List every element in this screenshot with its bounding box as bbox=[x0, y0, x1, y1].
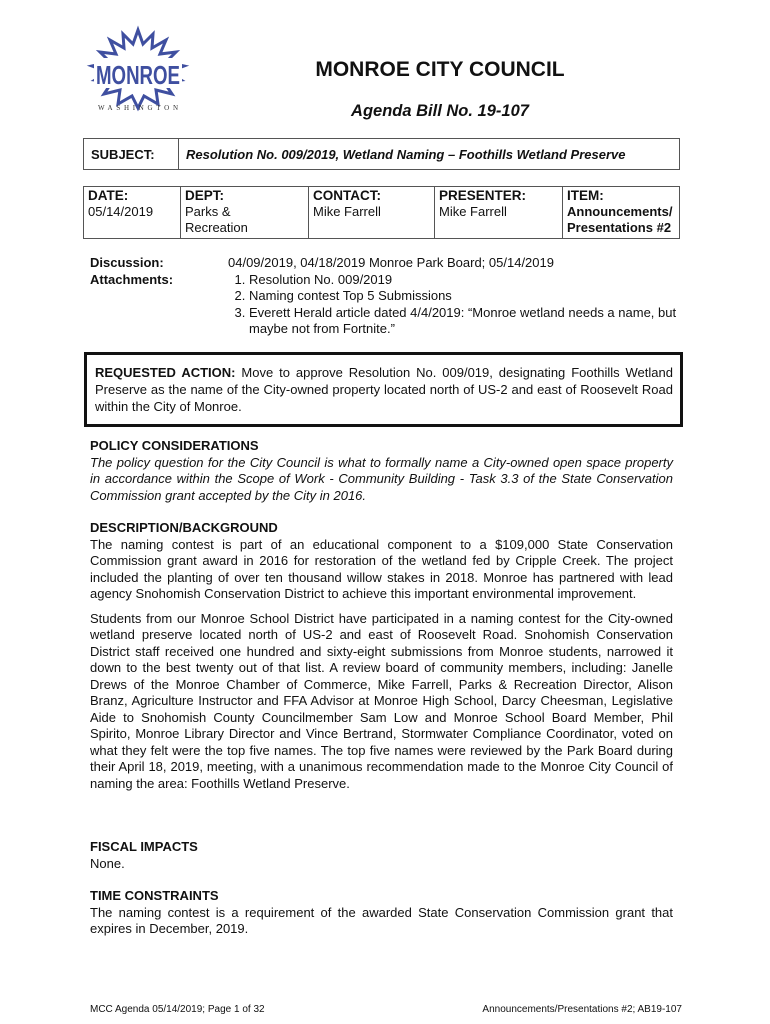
date-label: DATE: bbox=[88, 188, 129, 203]
contact-value: Mike Farrell bbox=[313, 204, 381, 219]
dept-value-line1: Parks & bbox=[185, 204, 231, 219]
presenter-label: PRESENTER: bbox=[439, 188, 527, 203]
date-value: 05/14/2019 bbox=[88, 204, 154, 219]
presenter-value: Mike Farrell bbox=[439, 204, 507, 219]
city-logo bbox=[88, 28, 188, 118]
fiscal-section bbox=[90, 839, 673, 872]
subject-label: SUBJECT: bbox=[84, 139, 179, 170]
description-paragraph-2: Students from our Monroe School District have participated in a naming contest for the City-owned wetland preserve located north of US-2 and east of Roosevelt Road. Snohomish Conservation District staff received one hundred and sixty-eight submissions from Monroe students, narrowed it down to the best twenty out of that list. A review board of community members, including: Janelle Drews of the Monroe Chamber of Commerce, Mike Farrell, Parks & Recreation Director, Alison Branz, Agriculture Instructor and FFA Advisor at Monroe High School, Darcy Cheesman, Legislative Aide to Snohomish County Councilmember Sam Low and Monroe School Board Member, Phil Spirito, Monroe Library Director and Vince Bertrand, Stormwater Compliance Coordinator, voted on what they felt were the top five names. The top five names were reviewed by the Park Board during their April 18, 2019, meeting, with a unanimous recommendation made to the Monroe City Council of naming the area: Foothills Wetland Preserve. bbox=[90, 610, 673, 791]
item-value-line1: Announcements/ bbox=[567, 204, 673, 219]
description-heading: DESCRIPTION/BACKGROUND bbox=[90, 520, 278, 535]
presenter-cell bbox=[435, 187, 563, 239]
agenda-bill-number: Agenda Bill No. 19-107 bbox=[351, 102, 529, 120]
item-cell bbox=[563, 187, 680, 239]
page-title: MONROE CITY COUNCIL bbox=[315, 58, 565, 81]
time-text: The naming contest is a requirement of the awarded State Conservation Commission grant that expires in December, 2019. bbox=[90, 904, 673, 936]
subject-table bbox=[83, 138, 680, 170]
requested-action-box bbox=[84, 352, 683, 427]
time-section bbox=[90, 888, 673, 938]
contact-label: CONTACT: bbox=[313, 188, 381, 203]
policy-heading: POLICY CONSIDERATIONS bbox=[90, 438, 259, 453]
requested-action-text: Move to approve Resolution No. 009/019, designating Foothills Wetland Preserve as the name of the City-owned property located north of US-2 and east of Roosevelt Road within the City of Monroe. bbox=[95, 365, 673, 414]
fiscal-text: None. bbox=[90, 855, 125, 871]
dept-value-line2: Recreation bbox=[185, 220, 248, 235]
description-section bbox=[90, 520, 673, 792]
logo-subtext: WASHINGTON bbox=[98, 104, 178, 112]
discussion-label: Discussion: bbox=[90, 255, 164, 270]
monroe-logo-graphic bbox=[88, 28, 188, 118]
discussion-values bbox=[228, 255, 678, 338]
discussion-labels bbox=[90, 255, 173, 288]
attachment-item: 3. Everett Herald article dated 4/4/2019: “Monroe wetland needs a name, but maybe not from Fortnite.” bbox=[249, 305, 678, 338]
attachment-item: 1. Resolution No. 009/2019 bbox=[249, 272, 678, 289]
dept-label: DEPT: bbox=[185, 188, 225, 203]
dept-cell bbox=[181, 187, 309, 239]
subject-value: Resolution No. 009/2019, Wetland Naming – Foothills Wetland Preserve bbox=[179, 139, 680, 170]
policy-section bbox=[90, 438, 673, 504]
footer-right: Announcements/Presentations #2; AB19-107 bbox=[482, 1004, 682, 1015]
requested-action-label: REQUESTED ACTION: bbox=[95, 365, 236, 380]
footer-left: MCC Agenda 05/14/2019; Page 1 of 32 bbox=[90, 1004, 265, 1015]
info-table bbox=[83, 186, 680, 239]
attachments-list bbox=[228, 272, 678, 338]
attachments-label: Attachments: bbox=[90, 271, 174, 287]
time-heading: TIME CONSTRAINTS bbox=[90, 888, 219, 903]
logo-name: MONROE bbox=[96, 60, 180, 90]
policy-text: The policy question for the City Council is what to formally name a City-owned open space property in accordance within the Scope of Work - Community Building - Task 3.3 of the State Conservation Commission grant accepted by the City in 2016. bbox=[90, 454, 673, 503]
description-paragraph-1: The naming contest is part of an educational component to a $109,000 State Conservation Commission grant award in 2016 for restoration of the wetland fed by Cripple Creek. The project included the planting of over ten thousand willow stakes in 2018. Monroe has partnered with lead agency Snohomish Conservation District to achieve this important environmental improvement. bbox=[90, 536, 673, 601]
discussion-value: 04/09/2019, 04/18/2019 Monroe Park Board; 05/14/2019 bbox=[228, 255, 554, 270]
attachment-item: 2. Naming contest Top 5 Submissions bbox=[249, 288, 678, 305]
item-value-line2: Presentations #2 bbox=[567, 220, 672, 235]
date-cell bbox=[84, 187, 181, 239]
contact-cell bbox=[309, 187, 435, 239]
fiscal-heading: FISCAL IMPACTS bbox=[90, 839, 198, 854]
item-label: ITEM: bbox=[567, 188, 604, 203]
